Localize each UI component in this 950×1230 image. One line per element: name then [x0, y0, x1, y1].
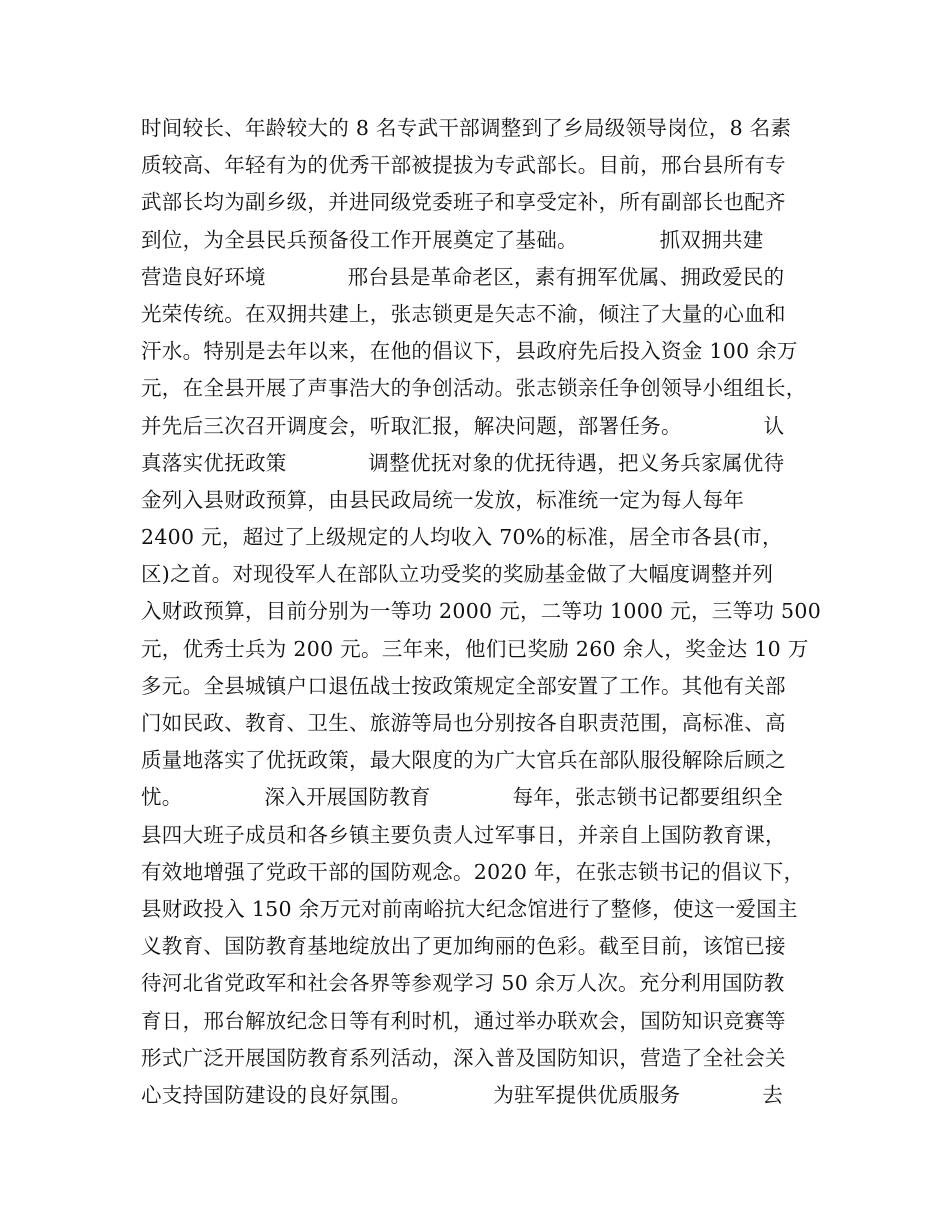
text-line: 金列入县财政预算，由县民政局统一发放，标准统一定为每人每年: [141, 487, 745, 512]
text-line: 多元。全县城镇户口退伍战士按政策规定全部安置了工作。其他有关部: [141, 673, 786, 698]
text-line: 时间较长、年龄较大的 8 名专武干部调整到了乡局级领导岗位，8 名素: [141, 116, 792, 140]
text-line: 待河北省党政军和社会各界等参观学习 50 余万人次。充分利用国防教: [141, 971, 785, 996]
text-line: 忧。 深入开展国防教育 每年，张志锁书记都要组织全: [141, 785, 783, 810]
text-line: 元，优秀士兵为 200 元。三年来，他们已奖励 260 余人，奖金达 10 万: [141, 636, 809, 661]
text-line: 2400 元，超过了上级规定的人均收入 70%的标准，居全市各县(市，: [141, 525, 783, 550]
text-line: 武部长均为副乡级，并进同级党委班子和享受定补，所有副部长也配齐: [141, 190, 786, 215]
text-line: 并先后三次召开调度会，听取汇报，解决问题，部署任务。 认: [141, 413, 785, 438]
text-line: 元，在全县开展了声事浩大的争创活动。张志锁亲任争创领导小组组长，: [141, 376, 807, 401]
text-line: 入财政预算，目前分别为一等功 2000 元，二等功 1000 元，三等功 500: [141, 599, 822, 624]
text-line: 质量地落实了优抚政策，最大限度的为广大官兵在部队服役解除后顾之: [141, 748, 786, 773]
text-line: 营造良好环境 邢台县是革命老区，素有拥军优属、拥政爱民的: [141, 264, 785, 289]
text-line: 心支持国防建设的良好氛围。 为驻军提供优质服务 去: [141, 1082, 783, 1107]
text-line: 形式广泛开展国防教育系列活动，深入普及国防知识，营造了全社会关: [141, 1045, 786, 1070]
text-line: 育日，邢台解放纪念日等有利时机，通过举办联欢会，国防知识竞赛等: [141, 1008, 786, 1033]
text-line: 区)之首。对现役军人在部队立功受奖的奖励基金做了大幅度调整并列: [141, 562, 774, 587]
text-line: 有效地增强了党政干部的国防观念。2020 年，在张志锁书记的倡议下，: [141, 859, 805, 884]
text-line: 真落实优抚政策 调整优抚对象的优抚待遇，把义务兵家属优待: [141, 450, 785, 475]
text-line: 汗水。特别是去年以来，在他的倡议下，县政府先后投入资金 100 余万: [141, 339, 798, 364]
text-line: 义教育、国防教育基地绽放出了更加绚丽的色彩。截至目前，该馆已接: [141, 934, 786, 959]
text-line: 到位，为全县民兵预备役工作开展奠定了基础。 抓双拥共建: [141, 227, 764, 252]
text-line: 门如民政、教育、卫生、旅游等局也分别按各自职责范围，高标准、高: [141, 711, 786, 735]
text-line: 质较高、年轻有为的优秀干部被提拔为专武部长。目前，邢台县所有专: [141, 153, 786, 178]
body-text: [141, 110, 821, 1114]
text-line: 县四大班子成员和各乡镇主要负责人过军事日，并亲自上国防教育课，: [141, 822, 786, 847]
text-line: 光荣传统。在双拥共建上，张志锁更是矢志不渝，倾注了大量的心血和: [141, 301, 786, 326]
text-line: 县财政投入 150 余万元对前南峪抗大纪念馆进行了整修，使这一爱国主: [141, 896, 798, 921]
